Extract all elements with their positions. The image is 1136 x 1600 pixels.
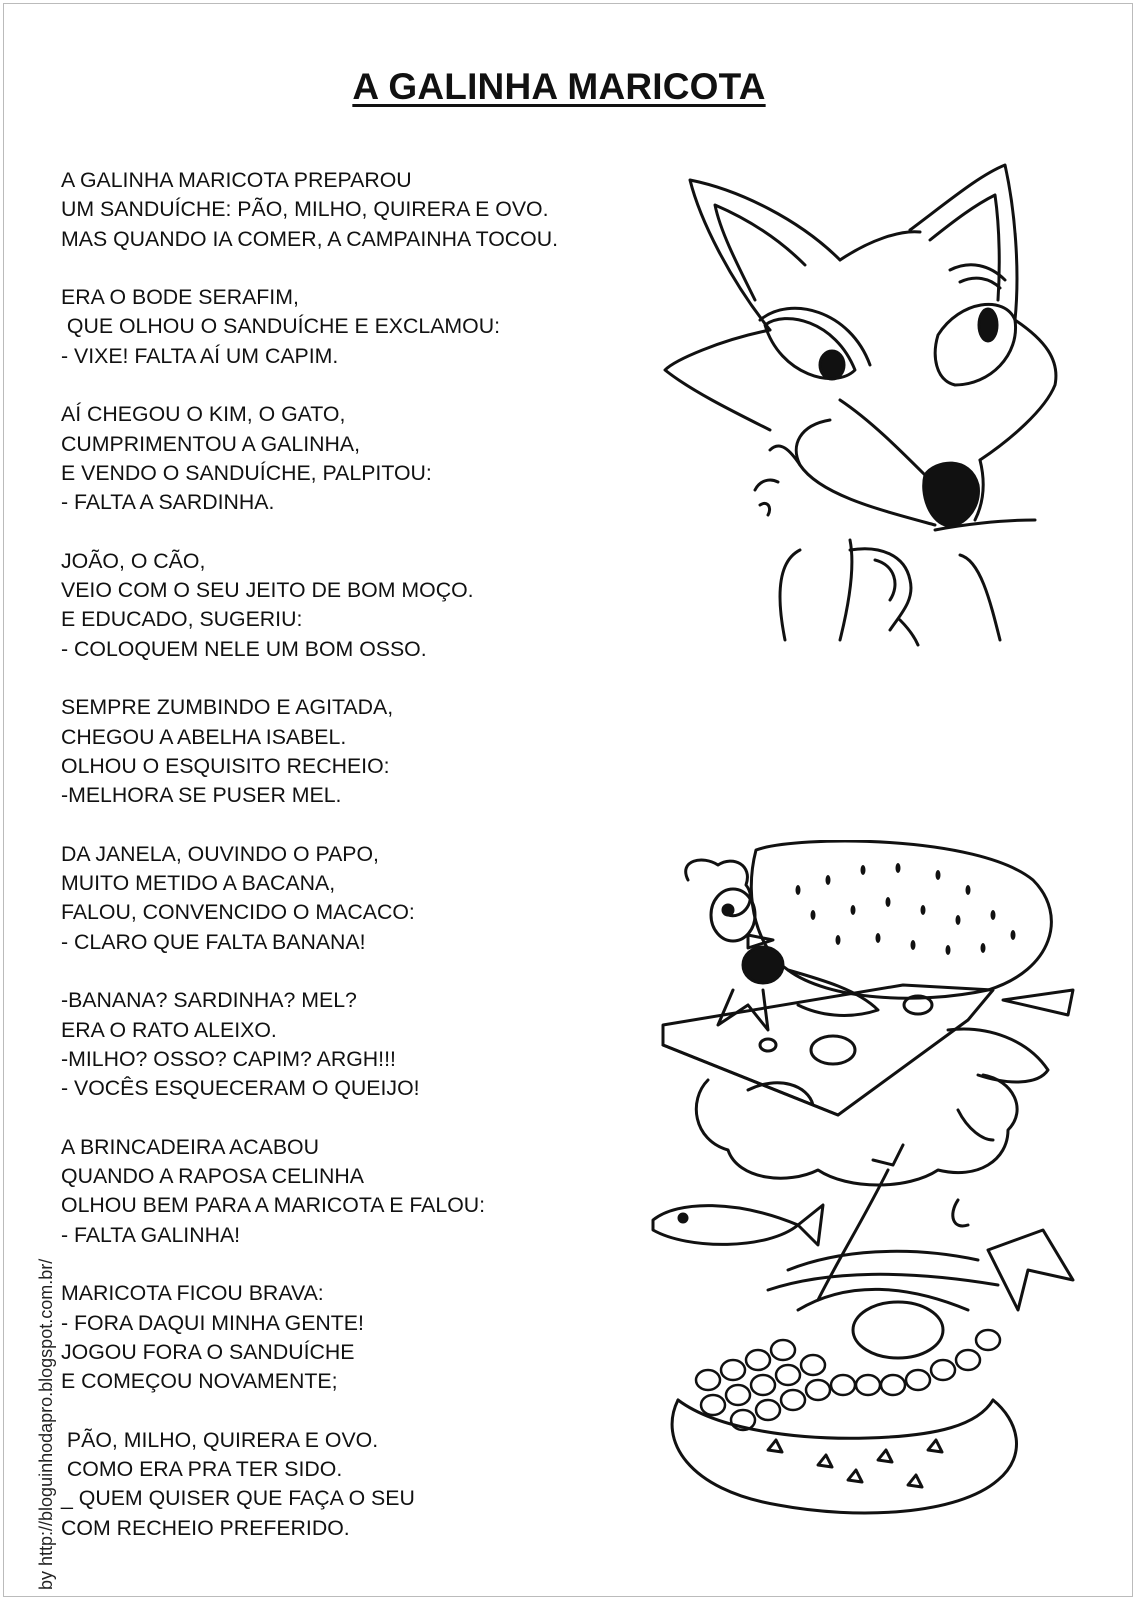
poem-line: CHEGOU A ABELHA ISABEL. bbox=[61, 724, 347, 749]
poem-line: CUMPRIMENTOU A GALINHA, bbox=[61, 431, 360, 456]
poem-line: DA JANELA, OUVINDO O PAPO, bbox=[61, 841, 379, 866]
poem-line: OLHOU BEM PARA A MARICOTA E FALOU: bbox=[61, 1193, 486, 1218]
poem-line: - FALTA GALINHA! bbox=[61, 1222, 241, 1247]
poem-line: - FORA DAQUI MINHA GENTE! bbox=[61, 1310, 364, 1335]
poem-stanza bbox=[61, 986, 681, 1103]
poem-line: ERA O RATO ALEIXO. bbox=[61, 1017, 277, 1042]
poem-line: FALOU, CONVENCIDO O MACACO: bbox=[61, 900, 415, 925]
poem-line: ERA O BODE SERAFIM, bbox=[61, 285, 299, 310]
poem-line: QUANDO A RAPOSA CELINHA bbox=[61, 1164, 364, 1189]
sandwich-illustration bbox=[648, 840, 1088, 1540]
poem-stanza bbox=[61, 1426, 681, 1543]
poem-line: PÃO, MILHO, QUIRERA E OVO. bbox=[61, 1427, 379, 1452]
poem-line: - VIXE! FALTA AÍ UM CAPIM. bbox=[61, 343, 339, 368]
poem-line: - VOCÊS ESQUECERAM O QUEIJO! bbox=[61, 1076, 420, 1101]
poem-stanza bbox=[61, 166, 681, 254]
poem-line: MARICOTA FICOU BRAVA: bbox=[61, 1281, 324, 1306]
poem-line: -BANANA? SARDINHA? MEL? bbox=[61, 988, 357, 1013]
page-title: A GALINHA MARICOTA bbox=[352, 66, 766, 107]
poem-line: - CLARO QUE FALTA BANANA! bbox=[61, 929, 366, 954]
credit-url: by http://bloguinhodapro.blogspot.com.br/ bbox=[36, 1258, 56, 1590]
poem-line: E EDUCADO, SUGERIU: bbox=[61, 607, 303, 632]
poem-line: VEIO COM O SEU JEITO DE BOM MOÇO. bbox=[61, 578, 474, 603]
poem-line: -MELHORA SE PUSER MEL. bbox=[61, 783, 342, 808]
poem-stanza bbox=[61, 400, 681, 517]
poem-stanza bbox=[61, 1133, 681, 1250]
fox-illustration bbox=[660, 160, 1080, 650]
poem-line: JOGOU FORA O SANDUÍCHE bbox=[61, 1339, 355, 1364]
poem-text bbox=[61, 166, 681, 1572]
poem-line: MAS QUANDO IA COMER, A CAMPAINHA TOCOU. bbox=[61, 226, 559, 251]
poem-line: COM RECHEIO PREFERIDO. bbox=[61, 1515, 350, 1540]
poem-line: - COLOQUEM NELE UM BOM OSSO. bbox=[61, 636, 427, 661]
poem-line: JOÃO, O CÃO, bbox=[61, 548, 206, 573]
poem-stanza bbox=[61, 840, 681, 957]
poem-line: - FALTA A SARDINHA. bbox=[61, 490, 275, 515]
poem-line: OLHOU O ESQUISITO RECHEIO: bbox=[61, 753, 390, 778]
poem-line: E VENDO O SANDUÍCHE, PALPITOU: bbox=[61, 460, 432, 485]
poem-line: SEMPRE ZUMBINDO E AGITADA, bbox=[61, 695, 394, 720]
poem-line: E COMEÇOU NOVAMENTE; bbox=[61, 1369, 338, 1394]
poem-line: A BRINCADEIRA ACABOU bbox=[61, 1134, 320, 1159]
poem-line: -MILHO? OSSO? CAPIM? ARGH!!! bbox=[61, 1046, 396, 1071]
poem-stanza bbox=[61, 283, 681, 371]
poem-stanza bbox=[61, 693, 681, 810]
poem-line: AÍ CHEGOU O KIM, O GATO, bbox=[61, 402, 346, 427]
poem-stanza bbox=[61, 1279, 681, 1396]
poem-line: MUITO METIDO A BACANA, bbox=[61, 871, 336, 896]
poem-line: QUE OLHOU O SANDUÍCHE E EXCLAMOU: bbox=[61, 314, 501, 339]
poem-line: UM SANDUÍCHE: PÃO, MILHO, QUIRERA E OVO. bbox=[61, 197, 549, 222]
poem-stanza bbox=[61, 547, 681, 664]
poem-line: A GALINHA MARICOTA PREPAROU bbox=[61, 168, 412, 192]
poem-line: COMO ERA PRA TER SIDO. bbox=[61, 1457, 343, 1482]
poem-line: _ QUEM QUISER QUE FAÇA O SEU bbox=[61, 1486, 415, 1511]
